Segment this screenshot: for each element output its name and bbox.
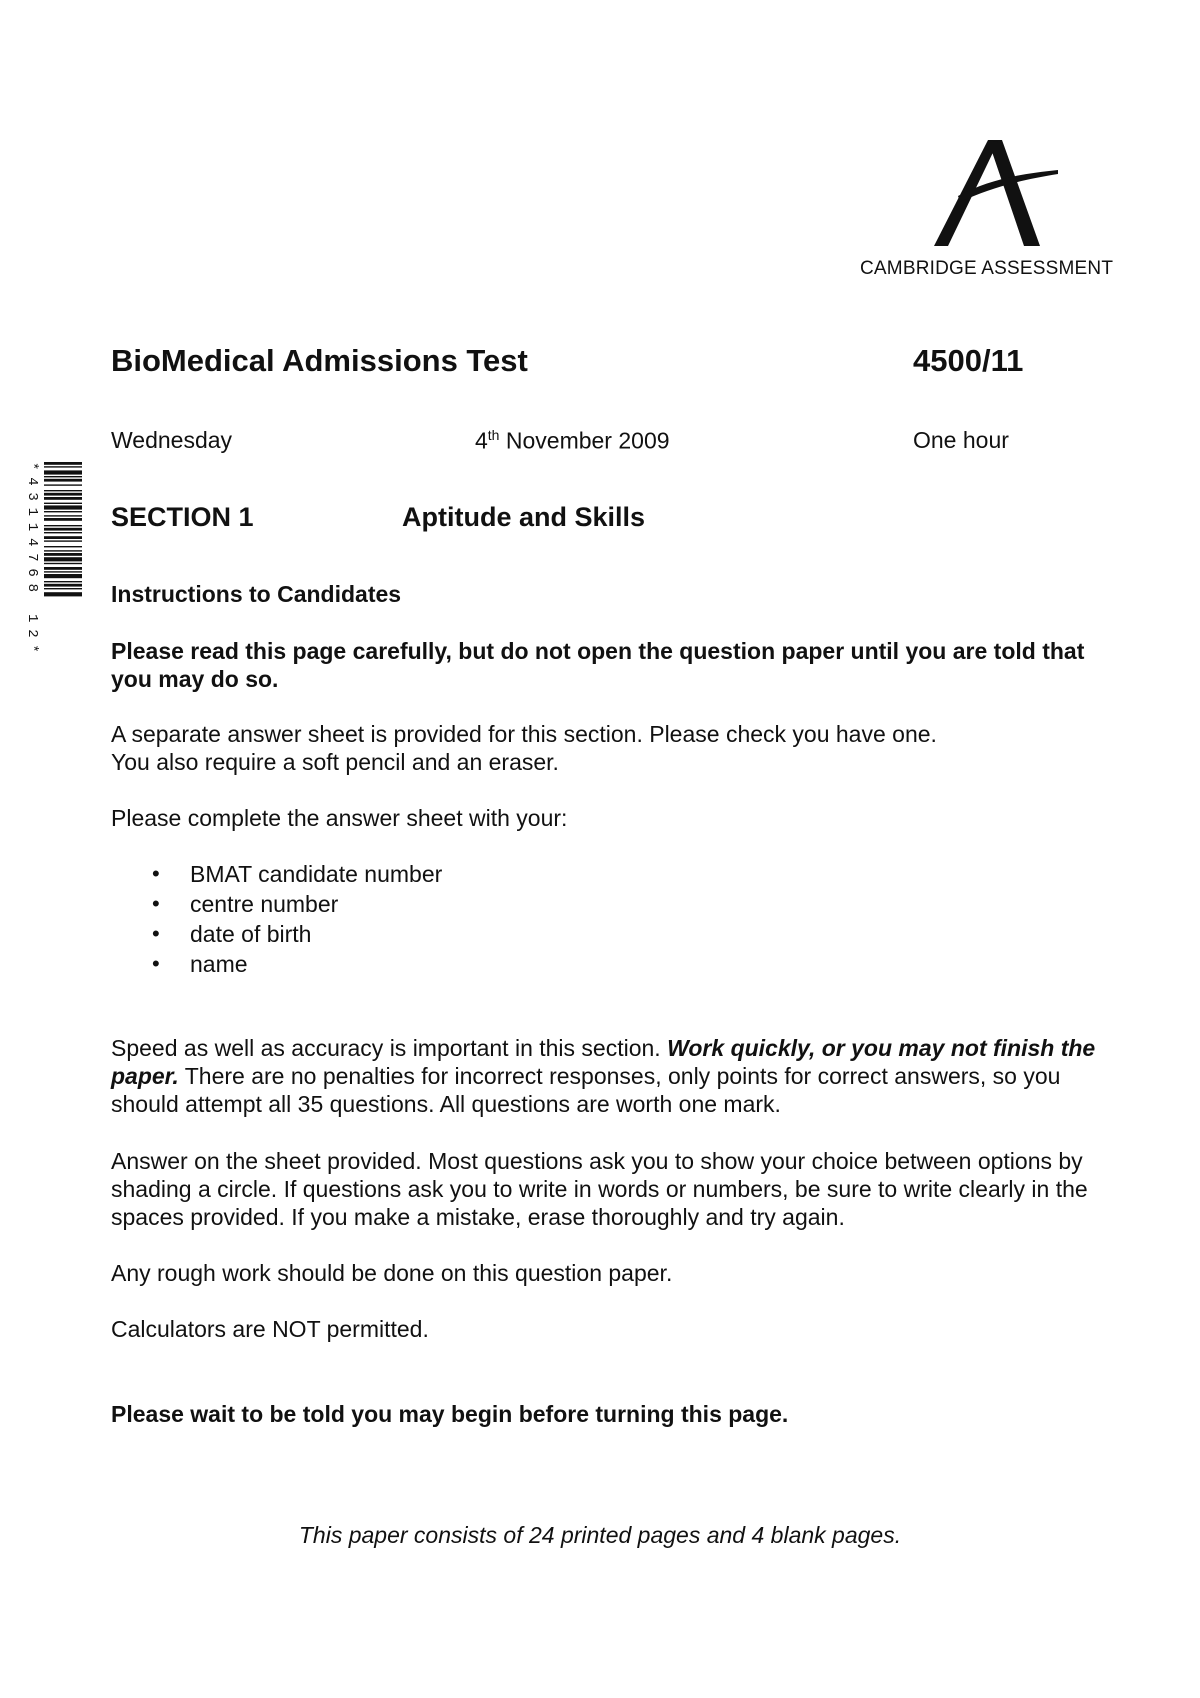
answer-sheet-line-1: A separate answer sheet is provided for this section. Please check you have one. — [111, 721, 937, 747]
barcode-bars — [44, 462, 84, 692]
list-item: • BMAT candidate number — [150, 859, 442, 889]
date-suffix: th — [487, 427, 500, 443]
date-day: 4 — [475, 427, 488, 454]
barcode — [22, 462, 84, 692]
list-item: • centre number — [150, 889, 442, 919]
calculators-note: Calculators are NOT permitted. — [111, 1316, 429, 1342]
date-rest: November 2009 — [499, 427, 670, 454]
wait-notice: Please wait to be told you may begin before turning this page. — [111, 1401, 789, 1427]
speed-text-start: Speed as well as accuracy is important in this section. — [111, 1035, 668, 1061]
answer-sheet-line-2: You also require a soft pencil and an eraser. — [111, 749, 559, 775]
speed-paragraph — [111, 1034, 1101, 1118]
page-count-footer: This paper consists of 24 printed pages and 4 blank pages. — [298, 1522, 902, 1548]
read-carefully-warning: Please read this page carefully, but do not open the question paper until you are told that you may do so. — [111, 638, 1085, 692]
assessment-a-icon — [928, 140, 1058, 250]
exam-title: BioMedical Admissions Test — [111, 343, 528, 378]
list-item: • date of birth — [150, 919, 442, 949]
answer-sheet-checklist — [150, 859, 442, 979]
logo-wordmark: CAMBRIDGE ASSESSMENT — [860, 258, 1114, 279]
complete-intro: Please complete the answer sheet with your: — [111, 805, 568, 831]
cambridge-assessment-logo — [860, 140, 1120, 285]
rough-work-note: Any rough work should be done on this question paper. — [111, 1260, 673, 1286]
instructions-heading: Instructions to Candidates — [111, 581, 402, 607]
section-name: Aptitude and Skills — [402, 502, 646, 532]
exam-duration: One hour — [913, 427, 1009, 453]
exam-code: 4500/11 — [913, 343, 1024, 378]
exam-date — [475, 427, 670, 455]
answer-sheet-note — [111, 720, 1111, 776]
speed-emphasis: Work quickly, or you may not finish the paper. — [111, 1035, 1096, 1089]
barcode-digits: *43114768 12* — [24, 462, 40, 660]
speed-text-end: There are no penalties for incorrect responses, only points for correct answers, so you should attempt all 35 questions. All questions are worth one mark. — [111, 1063, 1061, 1117]
answer-on-sheet-paragraph: Answer on the sheet provided. Most questions ask you to show your choice between options by shading a circle. If questions ask you to write in words or numbers, be sure to write clearly in the spaces provided. If you make a mistake, erase thoroughly and try again. — [111, 1148, 1088, 1230]
exam-day: Wednesday — [111, 427, 233, 453]
list-item: • name — [150, 949, 442, 979]
section-label: SECTION 1 — [111, 502, 254, 532]
